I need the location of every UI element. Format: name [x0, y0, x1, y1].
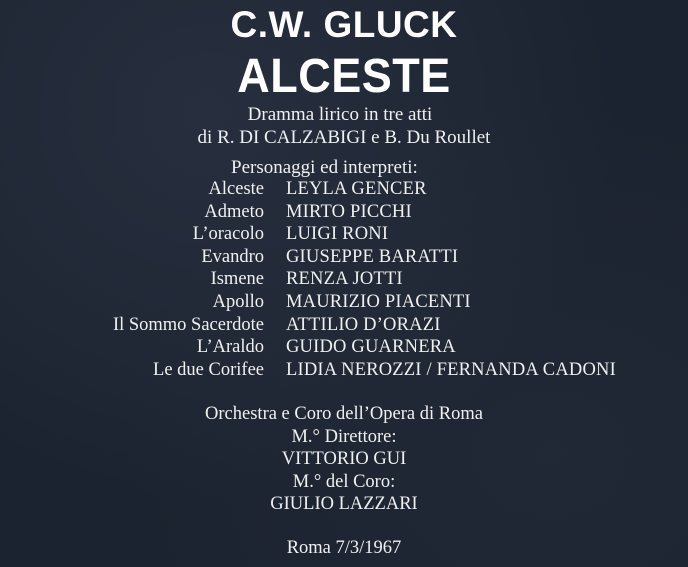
composer-name: C.W. GLUCK: [230, 4, 458, 45]
cast-list: [0, 179, 688, 382]
chorus-master-name: GIULIO LAZZARI: [270, 494, 418, 515]
cast-row: [0, 202, 688, 225]
cast-row: [0, 292, 688, 315]
singer-name: LEYLA GENCER: [286, 179, 427, 199]
recording-place-date: Roma 7/3/1967: [286, 538, 402, 558]
role-name: Apollo: [212, 291, 264, 312]
conductor-label: M.° Direttore:: [291, 426, 397, 447]
cast-row: [0, 179, 688, 202]
cast-row: [0, 315, 688, 338]
cast-row: [0, 269, 688, 292]
singer-name: MAURIZIO PIACENTI: [286, 291, 471, 312]
subtitle-genre: Dramma lirico in tre atti: [247, 104, 433, 125]
singer-name: RENZA JOTTI: [286, 269, 403, 290]
role-name: L’oracolo: [192, 224, 264, 245]
cast-row: [0, 247, 688, 270]
credits-block: [0, 403, 688, 516]
chorus-master-label: M.° del Coro:: [292, 471, 396, 492]
role-name: L’Araldo: [196, 337, 264, 358]
role-name: Evandro: [201, 246, 264, 267]
cast-row: [0, 360, 688, 383]
role-name: Le due Corifee: [153, 359, 264, 380]
singer-name: GUIDO GUARNERA: [286, 337, 456, 358]
singer-name: LIDIA NEROZZI / FERNANDA CADONI: [286, 359, 616, 380]
conductor-name: VITTORIO GUI: [281, 449, 407, 470]
orchestra-credit: Orchestra e Coro dell’Opera di Roma: [205, 404, 483, 424]
singer-name: GIUSEPPE BARATTI: [286, 246, 459, 267]
singer-name: LUIGI RONI: [286, 224, 389, 245]
cast-heading: Personaggi ed interpreti:: [231, 157, 418, 178]
singer-name: ATTILIO D’ORAZI: [286, 314, 441, 335]
opera-title: ALCESTE: [237, 47, 451, 103]
role-name: Il Sommo Sacerdote: [112, 314, 264, 335]
role-name: Alceste: [208, 179, 264, 199]
subtitle-librettists: di R. DI CALZABIGI e B. Du Roullet: [197, 127, 491, 148]
role-name: Admeto: [204, 201, 264, 222]
role-name: Ismene: [210, 269, 264, 290]
cast-row: [0, 224, 688, 247]
cast-row: [0, 337, 688, 360]
singer-name: MIRTO PICCHI: [286, 201, 412, 222]
